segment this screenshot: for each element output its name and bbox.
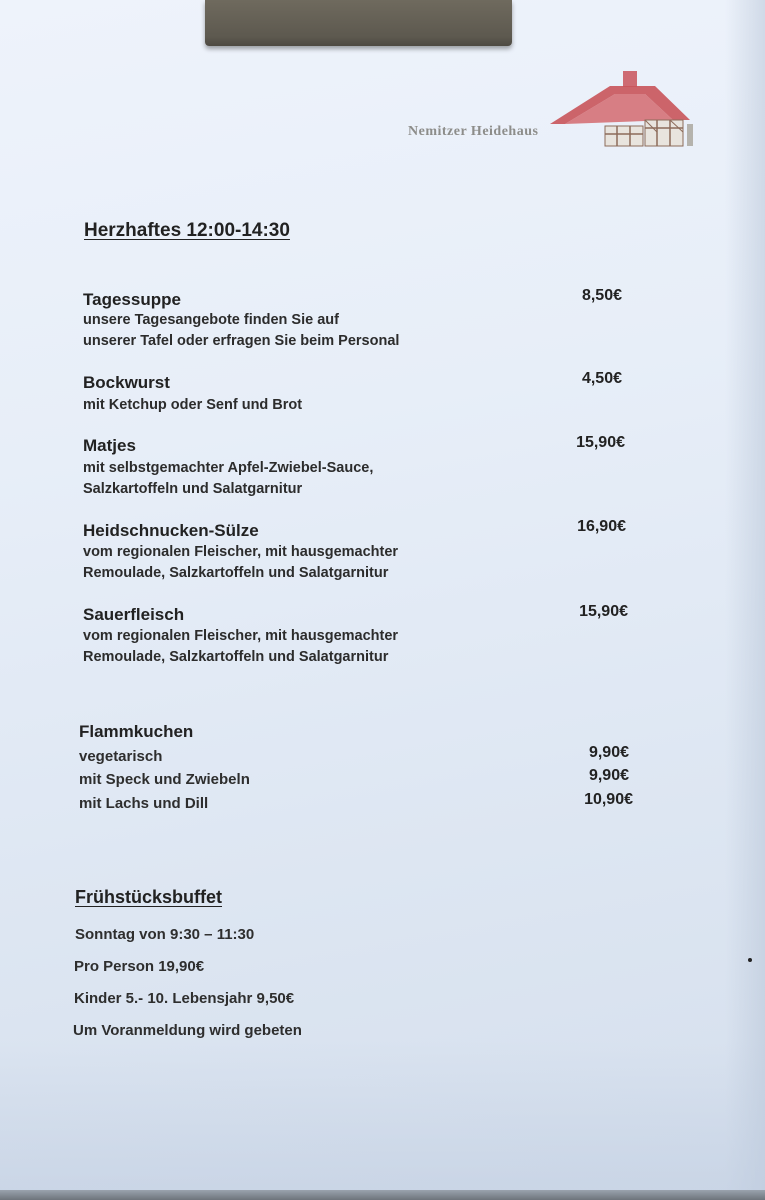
item-title-flammkuchen: Flammkuchen xyxy=(79,722,194,741)
flammkuchen-variant-label: mit Lachs und Dill xyxy=(79,795,209,812)
flammkuchen-variant-price: 10,90€ xyxy=(584,791,633,808)
item-price-bockwurst: 4,50€ xyxy=(581,370,622,387)
farmhouse-icon xyxy=(545,68,695,153)
item-desc-line: vom regionalen Fleischer, mit hausgemachter xyxy=(83,628,399,644)
breakfast-info-line: Kinder 5.- 10. Lebensjahr 9,50€ xyxy=(74,990,295,1007)
speck-mark xyxy=(748,958,752,962)
item-title-tagessuppe: Tagessuppe xyxy=(83,290,181,309)
flammkuchen-variant-label: mit Speck und Zwiebeln xyxy=(79,771,250,788)
paper-bottom-edge xyxy=(0,1190,765,1200)
item-desc-line: unsere Tagesangebote finden Sie auf xyxy=(83,312,339,328)
paper-shadow-bottom xyxy=(0,1040,765,1200)
item-desc-line: Salzkartoffeln und Salatgarnitur xyxy=(83,481,303,497)
flammkuchen-variant-label: vegetarisch xyxy=(79,748,163,765)
item-price-tagessuppe: 8,50€ xyxy=(581,287,622,304)
item-desc-line: unserer Tafel oder erfragen Sie beim Personal xyxy=(83,333,400,349)
item-desc-line: Remoulade, Salzkartoffeln und Salatgarnitur xyxy=(83,565,389,581)
item-price-heidschnucken-suelze: 16,90€ xyxy=(577,518,626,535)
item-desc-line: vom regionalen Fleischer, mit hausgemachter xyxy=(83,544,399,560)
item-title-heidschnucken-suelze: Heidschnucken-Sülze xyxy=(83,521,259,540)
section-heading-hearty: Herzhaftes 12:00-14:30 xyxy=(84,220,290,241)
item-desc-line: Remoulade, Salzkartoffeln und Salatgarnitur xyxy=(83,649,389,665)
paper-shadow-right xyxy=(725,0,765,1200)
breakfast-info-line: Sonntag von 9:30 – 11:30 xyxy=(75,926,255,943)
breakfast-info-line: Um Voranmeldung wird gebeten xyxy=(73,1022,302,1039)
item-title-bockwurst: Bockwurst xyxy=(83,373,170,392)
item-title-sauerfleisch: Sauerfleisch xyxy=(83,605,185,624)
item-title-matjes: Matjes xyxy=(83,436,136,455)
clipboard-clip xyxy=(205,0,512,46)
item-price-sauerfleisch: 15,90€ xyxy=(579,603,628,620)
breakfast-info-line: Pro Person 19,90€ xyxy=(74,958,205,975)
restaurant-logo xyxy=(405,68,695,158)
flammkuchen-variant-price: 9,90€ xyxy=(588,744,629,761)
section-heading-breakfast: Frühstücksbuffet xyxy=(75,887,223,907)
item-desc-line: mit selbstgemachter Apfel-Zwiebel-Sauce, xyxy=(83,460,374,476)
logo-text: Nemitzer Heidehaus xyxy=(408,124,539,139)
item-desc-line: mit Ketchup oder Senf und Brot xyxy=(83,397,303,413)
item-price-matjes: 15,90€ xyxy=(576,434,625,451)
flammkuchen-variant-price: 9,90€ xyxy=(588,767,629,784)
